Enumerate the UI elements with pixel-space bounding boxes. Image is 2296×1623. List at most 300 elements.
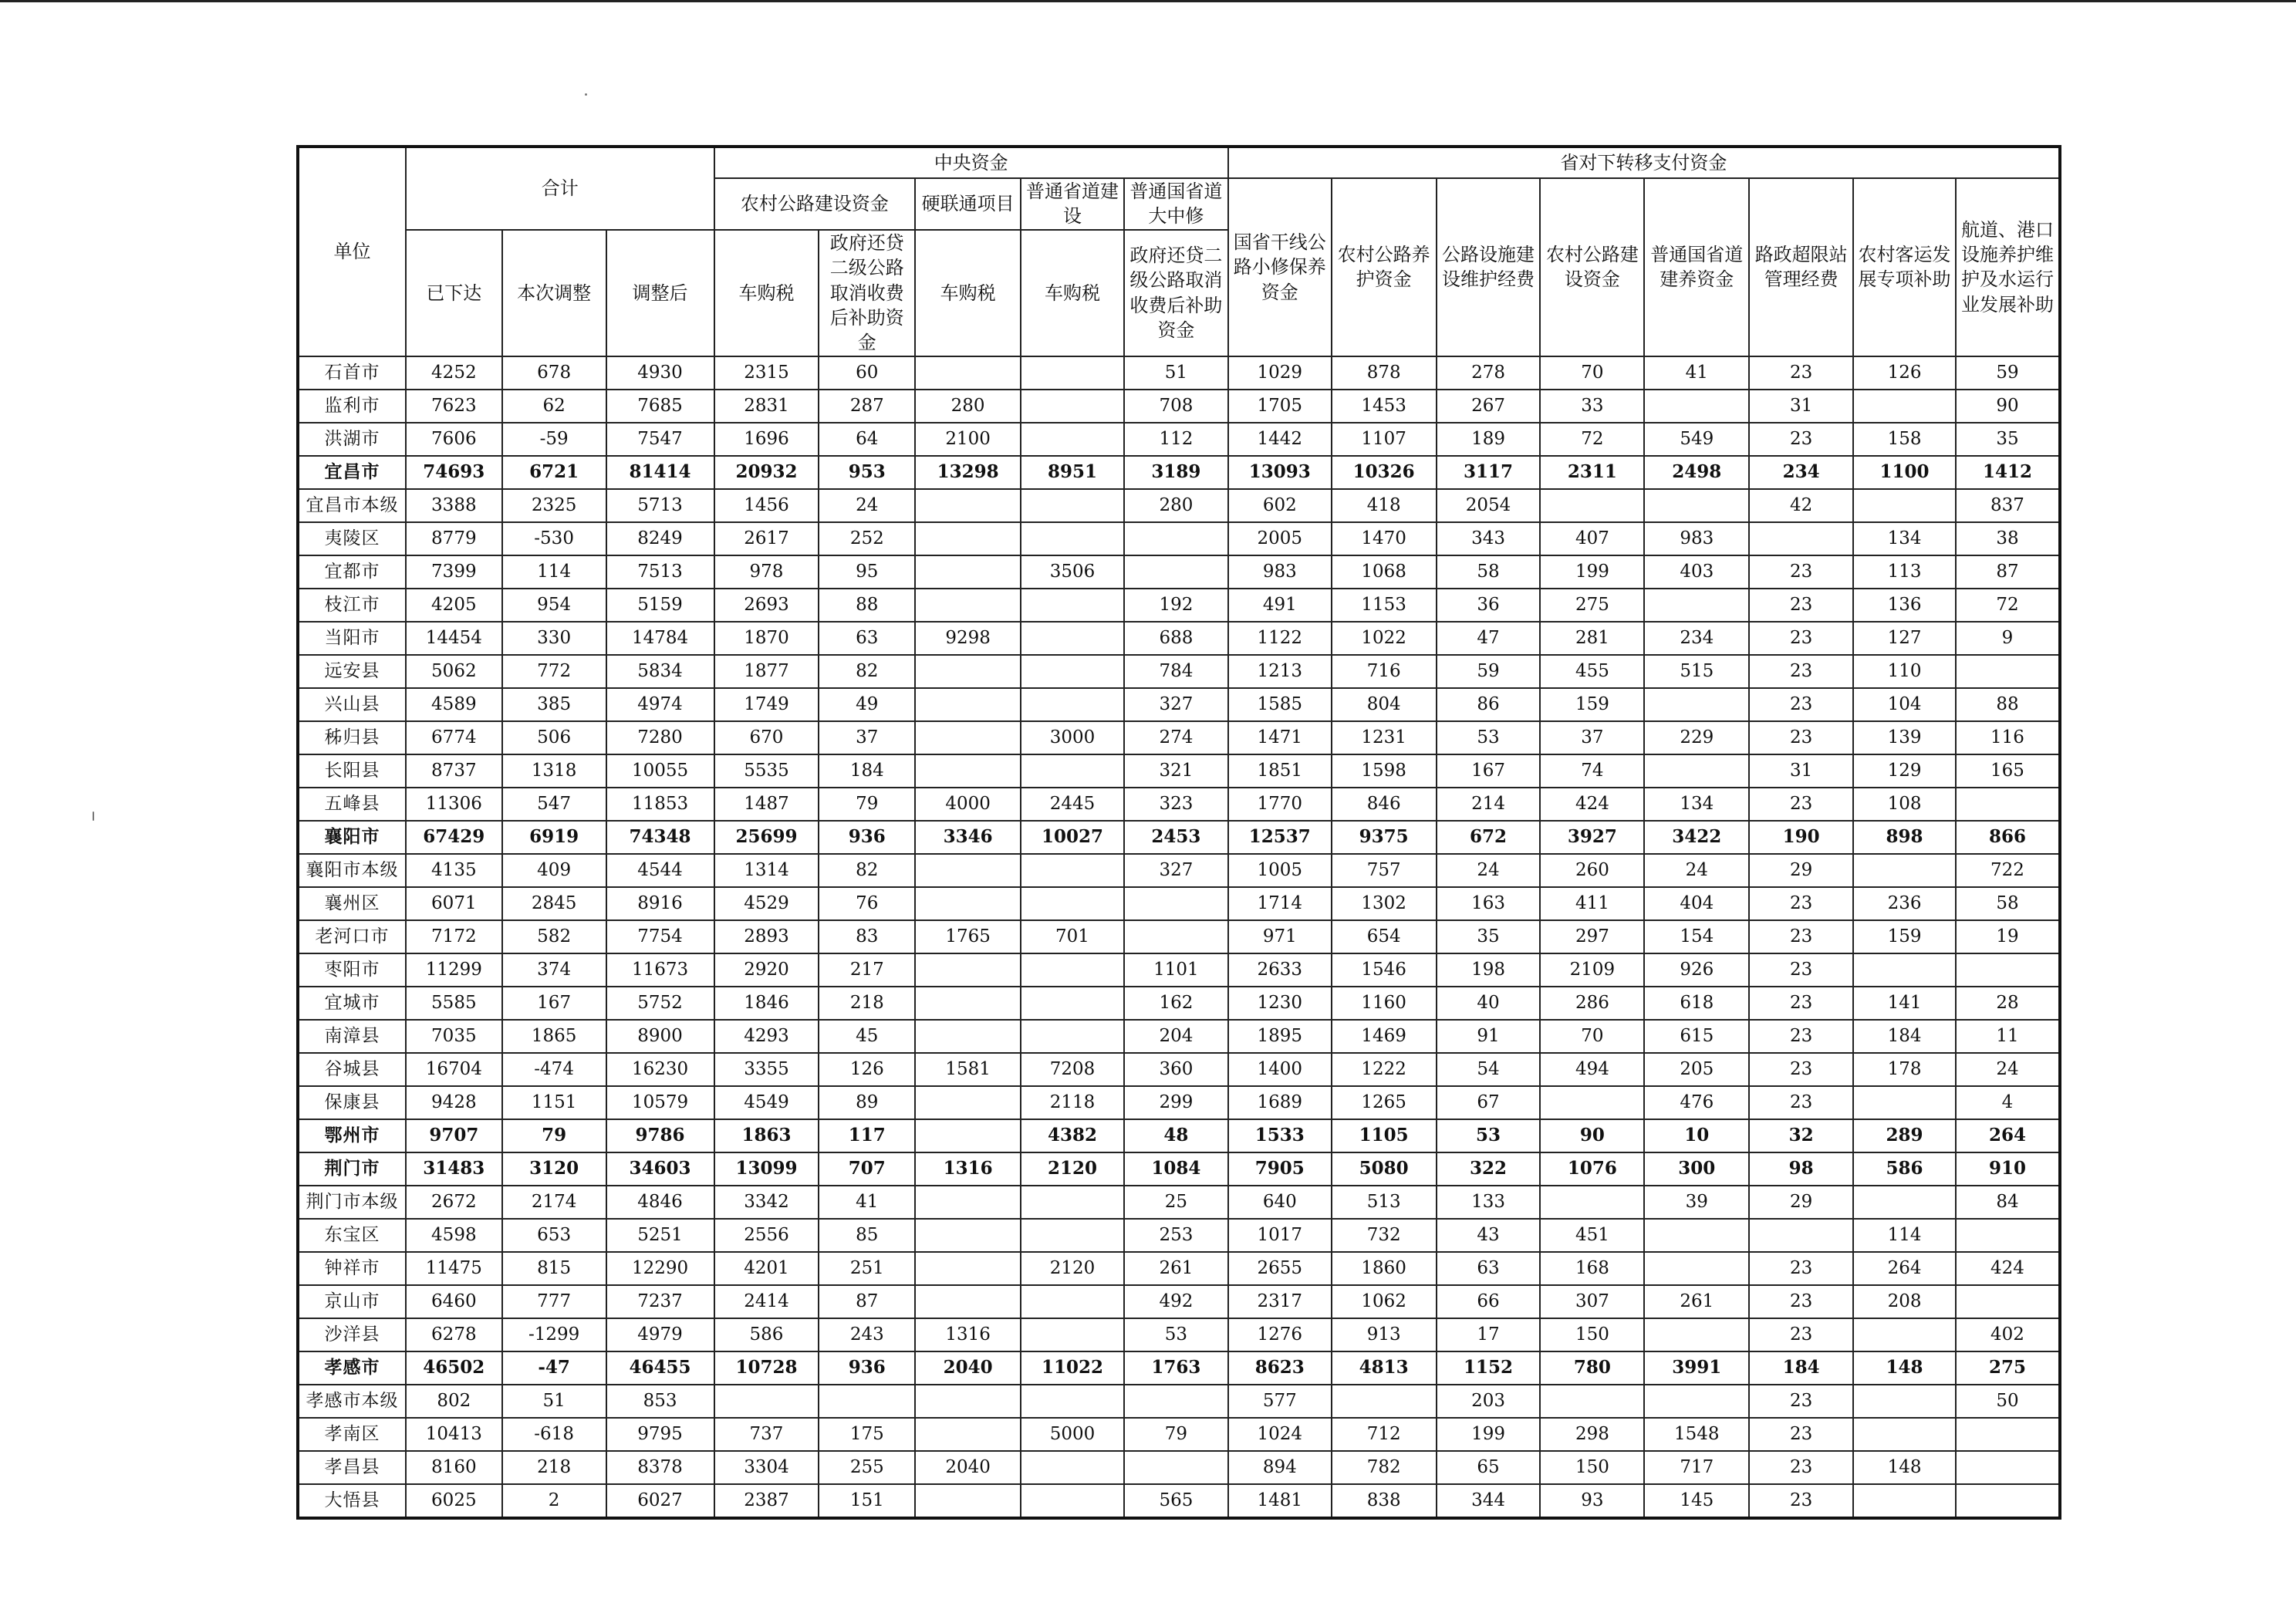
value-cell: 261 xyxy=(1124,1252,1228,1285)
value-cell: 953 xyxy=(819,456,915,489)
value-cell xyxy=(915,754,1021,788)
value-cell: 1598 xyxy=(1332,754,1437,788)
unit-cell: 远安县 xyxy=(298,655,406,688)
value-cell: 255 xyxy=(819,1451,915,1484)
value-cell: 23 xyxy=(1749,655,1853,688)
value-cell: 1152 xyxy=(1437,1351,1541,1385)
value-cell: 10326 xyxy=(1332,456,1437,489)
value-cell: 74693 xyxy=(406,456,502,489)
value-cell: 275 xyxy=(1956,1351,2060,1385)
value-cell: 688 xyxy=(1124,622,1228,655)
hard-link-header: 硬联通项目 xyxy=(915,178,1021,230)
value-cell: 1022 xyxy=(1332,622,1437,655)
value-cell: 3991 xyxy=(1644,1351,1749,1385)
value-cell: 251 xyxy=(819,1252,915,1285)
value-cell: 586 xyxy=(1853,1152,1956,1186)
value-cell: 2100 xyxy=(915,423,1021,456)
unit-cell: 洪湖市 xyxy=(298,423,406,456)
value-cell: -47 xyxy=(502,1351,606,1385)
value-cell: 407 xyxy=(1540,522,1644,555)
table-row xyxy=(298,522,2060,555)
value-cell xyxy=(1021,1484,1124,1518)
value-cell: 10027 xyxy=(1021,821,1124,854)
value-cell: 866 xyxy=(1956,821,2060,854)
value-cell: 1230 xyxy=(1228,987,1332,1020)
value-cell: 23 xyxy=(1749,788,1853,821)
value-cell: 1689 xyxy=(1228,1086,1332,1119)
value-cell: 32 xyxy=(1749,1119,1853,1152)
value-cell: 1222 xyxy=(1332,1053,1437,1086)
value-cell: 86 xyxy=(1437,688,1541,721)
value-cell: 36 xyxy=(1437,589,1541,622)
value-cell: 802 xyxy=(406,1385,502,1418)
value-cell: 34603 xyxy=(606,1152,714,1186)
value-cell: 2414 xyxy=(714,1285,819,1318)
header-row-groups xyxy=(298,147,2060,178)
value-cell: 10413 xyxy=(406,1418,502,1451)
value-cell: -1299 xyxy=(502,1318,606,1351)
value-cell xyxy=(1956,953,2060,987)
value-cell: 11673 xyxy=(606,953,714,987)
value-cell: 2 xyxy=(502,1484,606,1518)
value-cell: 653 xyxy=(502,1219,606,1252)
value-cell: 2054 xyxy=(1437,489,1541,522)
value-cell: 178 xyxy=(1853,1053,1956,1086)
value-cell: 16230 xyxy=(606,1053,714,1086)
value-cell xyxy=(1021,1219,1124,1252)
value-cell: 722 xyxy=(1956,854,2060,887)
value-cell: 3000 xyxy=(1021,721,1124,754)
value-cell: 1005 xyxy=(1228,854,1332,887)
value-cell: 23 xyxy=(1749,887,1853,920)
value-cell: 780 xyxy=(1540,1351,1644,1385)
value-cell: 129 xyxy=(1853,754,1956,788)
value-cell: 13298 xyxy=(915,456,1021,489)
value-cell xyxy=(1021,1285,1124,1318)
value-cell: 4979 xyxy=(606,1318,714,1351)
table-row xyxy=(298,887,2060,920)
value-cell: 2005 xyxy=(1228,522,1332,555)
unit-cell: 大悟县 xyxy=(298,1484,406,1518)
value-cell: 150 xyxy=(1540,1318,1644,1351)
value-cell xyxy=(915,688,1021,721)
value-cell: 67429 xyxy=(406,821,502,854)
road-facility-header: 公路设施建设维护经费 xyxy=(1437,178,1541,356)
value-cell xyxy=(1956,1484,2060,1518)
value-cell: 586 xyxy=(714,1318,819,1351)
value-cell xyxy=(1853,953,1956,987)
value-cell: 732 xyxy=(1332,1219,1437,1252)
value-cell: 70 xyxy=(1540,1020,1644,1053)
value-cell: 1749 xyxy=(714,688,819,721)
table-row xyxy=(298,1252,2060,1285)
value-cell xyxy=(1540,1385,1644,1418)
value-cell xyxy=(1021,356,1124,390)
value-cell: 23 xyxy=(1749,1053,1853,1086)
value-cell xyxy=(1644,390,1749,423)
table-body xyxy=(298,356,2060,1518)
table-row xyxy=(298,1053,2060,1086)
value-cell: 1024 xyxy=(1228,1418,1332,1451)
value-cell xyxy=(1956,1451,2060,1484)
value-cell xyxy=(915,356,1021,390)
value-cell xyxy=(1644,754,1749,788)
value-cell: 162 xyxy=(1124,987,1228,1020)
value-cell: -530 xyxy=(502,522,606,555)
value-cell: 1302 xyxy=(1332,887,1437,920)
value-cell: 1316 xyxy=(915,1152,1021,1186)
value-cell: 10728 xyxy=(714,1351,819,1385)
value-cell: 2655 xyxy=(1228,1252,1332,1285)
value-cell: 1316 xyxy=(915,1318,1021,1351)
value-cell: 280 xyxy=(915,390,1021,423)
value-cell: 40 xyxy=(1437,987,1541,1020)
value-cell: 708 xyxy=(1124,390,1228,423)
value-cell: 2118 xyxy=(1021,1086,1124,1119)
value-cell: 24 xyxy=(819,489,915,522)
value-cell: 4293 xyxy=(714,1020,819,1053)
value-cell: 1122 xyxy=(1228,622,1332,655)
value-cell: 330 xyxy=(502,622,606,655)
value-cell: 1865 xyxy=(502,1020,606,1053)
unit-cell: 保康县 xyxy=(298,1086,406,1119)
value-cell: 88 xyxy=(1956,688,2060,721)
value-cell: 424 xyxy=(1540,788,1644,821)
table-row xyxy=(298,655,2060,688)
value-cell: 48 xyxy=(1124,1119,1228,1152)
table-row xyxy=(298,489,2060,522)
value-cell: 11299 xyxy=(406,953,502,987)
value-cell: 264 xyxy=(1853,1252,1956,1285)
value-cell: 4205 xyxy=(406,589,502,622)
value-cell: 23 xyxy=(1749,721,1853,754)
value-cell: 11306 xyxy=(406,788,502,821)
table-row xyxy=(298,1385,2060,1418)
value-cell: 267 xyxy=(1437,390,1541,423)
value-cell: 8623 xyxy=(1228,1351,1332,1385)
vehicle-tax-header: 车购税 xyxy=(915,230,1021,356)
value-cell: 898 xyxy=(1853,821,1956,854)
value-cell: 1105 xyxy=(1332,1119,1437,1152)
value-cell: 24 xyxy=(1437,854,1541,887)
value-cell: 853 xyxy=(606,1385,714,1418)
table-row xyxy=(298,688,2060,721)
value-cell: 23 xyxy=(1749,1484,1853,1518)
value-cell xyxy=(915,1385,1021,1418)
value-cell: 218 xyxy=(502,1451,606,1484)
value-cell: 1453 xyxy=(1332,390,1437,423)
value-cell: 1863 xyxy=(714,1119,819,1152)
scan-top-border xyxy=(0,0,2296,2)
value-cell: 9707 xyxy=(406,1119,502,1152)
unit-cell: 当阳市 xyxy=(298,622,406,655)
value-cell: 549 xyxy=(1644,423,1749,456)
value-cell: 1851 xyxy=(1228,754,1332,788)
value-cell: 7399 xyxy=(406,555,502,589)
value-cell: 261 xyxy=(1644,1285,1749,1318)
value-cell: 43 xyxy=(1437,1219,1541,1252)
value-cell: 894 xyxy=(1228,1451,1332,1484)
value-cell: 60 xyxy=(819,356,915,390)
value-cell: 1062 xyxy=(1332,1285,1437,1318)
trunk-minor-repair-header: 国省干线公路小修保养资金 xyxy=(1228,178,1332,356)
value-cell: 79 xyxy=(819,788,915,821)
value-cell: 712 xyxy=(1332,1418,1437,1451)
value-cell xyxy=(1021,1451,1124,1484)
value-cell xyxy=(1021,1186,1124,1219)
value-cell xyxy=(1853,1484,1956,1518)
value-cell: 243 xyxy=(819,1318,915,1351)
value-cell: 1318 xyxy=(502,754,606,788)
value-cell xyxy=(915,987,1021,1020)
value-cell: 139 xyxy=(1853,721,1956,754)
value-cell: 8900 xyxy=(606,1020,714,1053)
value-cell: 41 xyxy=(819,1186,915,1219)
value-cell: 936 xyxy=(819,1351,915,1385)
value-cell: 772 xyxy=(502,655,606,688)
value-cell xyxy=(915,854,1021,887)
value-cell: 23 xyxy=(1749,423,1853,456)
value-cell: 145 xyxy=(1644,1484,1749,1518)
value-cell: 190 xyxy=(1749,821,1853,854)
value-cell: 954 xyxy=(502,589,606,622)
value-cell xyxy=(1021,688,1124,721)
value-cell: 2453 xyxy=(1124,821,1228,854)
value-cell: 360 xyxy=(1124,1053,1228,1086)
value-cell: 670 xyxy=(714,721,819,754)
value-cell: 50 xyxy=(1956,1385,2060,1418)
value-cell: 23 xyxy=(1749,589,1853,622)
value-cell: 2325 xyxy=(502,489,606,522)
value-cell: 300 xyxy=(1644,1152,1749,1186)
value-cell xyxy=(1853,489,1956,522)
value-cell: 7237 xyxy=(606,1285,714,1318)
value-cell: 1442 xyxy=(1228,423,1332,456)
total-group-header: 合计 xyxy=(406,147,714,230)
value-cell: 9795 xyxy=(606,1418,714,1451)
value-cell: 936 xyxy=(819,821,915,854)
value-cell: 2633 xyxy=(1228,953,1332,987)
table-row xyxy=(298,854,2060,887)
value-cell: 1846 xyxy=(714,987,819,1020)
value-cell: 1714 xyxy=(1228,887,1332,920)
value-cell: 14454 xyxy=(406,622,502,655)
value-cell xyxy=(915,1186,1021,1219)
value-cell: 1763 xyxy=(1124,1351,1228,1385)
value-cell: 1101 xyxy=(1124,953,1228,987)
value-cell xyxy=(915,1285,1021,1318)
unit-cell: 沙洋县 xyxy=(298,1318,406,1351)
value-cell xyxy=(1021,953,1124,987)
value-cell xyxy=(915,953,1021,987)
value-cell: 385 xyxy=(502,688,606,721)
table-row xyxy=(298,1186,2060,1219)
value-cell: 37 xyxy=(1540,721,1644,754)
value-cell: 46455 xyxy=(606,1351,714,1385)
table-row xyxy=(298,1152,2060,1186)
value-cell: 327 xyxy=(1124,854,1228,887)
unit-cell: 京山市 xyxy=(298,1285,406,1318)
value-cell: 141 xyxy=(1853,987,1956,1020)
value-cell: 2556 xyxy=(714,1219,819,1252)
value-cell: 51 xyxy=(502,1385,606,1418)
value-cell: 3346 xyxy=(915,821,1021,854)
value-cell: 24 xyxy=(1644,854,1749,887)
value-cell: 168 xyxy=(1540,1252,1644,1285)
rural-passenger-header: 农村客运发展专项补助 xyxy=(1853,178,1956,356)
value-cell: 1276 xyxy=(1228,1318,1332,1351)
value-cell xyxy=(1956,1285,2060,1318)
value-cell: 38 xyxy=(1956,522,2060,555)
value-cell: 5713 xyxy=(606,489,714,522)
value-cell: 93 xyxy=(1540,1484,1644,1518)
value-cell: 218 xyxy=(819,987,915,1020)
value-cell: 59 xyxy=(1437,655,1541,688)
value-cell: 23 xyxy=(1749,1418,1853,1451)
value-cell: 1471 xyxy=(1228,721,1332,754)
value-cell: 46502 xyxy=(406,1351,502,1385)
value-cell: 5585 xyxy=(406,987,502,1020)
value-cell: 151 xyxy=(819,1484,915,1518)
value-cell: 79 xyxy=(1124,1418,1228,1451)
value-cell: 1314 xyxy=(714,854,819,887)
value-cell xyxy=(1021,1020,1124,1053)
value-cell: 1548 xyxy=(1644,1418,1749,1451)
value-cell: 577 xyxy=(1228,1385,1332,1418)
value-cell: 85 xyxy=(819,1219,915,1252)
value-cell: 4549 xyxy=(714,1086,819,1119)
value-cell: 307 xyxy=(1540,1285,1644,1318)
value-cell: 9298 xyxy=(915,622,1021,655)
value-cell xyxy=(1644,1252,1749,1285)
value-cell: 148 xyxy=(1853,1451,1956,1484)
value-cell: 2672 xyxy=(406,1186,502,1219)
value-cell: 4135 xyxy=(406,854,502,887)
value-cell xyxy=(1644,589,1749,622)
value-cell: 878 xyxy=(1332,356,1437,390)
value-cell: 214 xyxy=(1437,788,1541,821)
value-cell: 136 xyxy=(1853,589,1956,622)
funding-table xyxy=(296,145,2061,1520)
value-cell: 640 xyxy=(1228,1186,1332,1219)
overload-station-header: 路政超限站管理经费 xyxy=(1749,178,1853,356)
rural-road-fund-header: 农村公路建设资金 xyxy=(714,178,916,230)
value-cell: 9428 xyxy=(406,1086,502,1119)
value-cell: 1533 xyxy=(1228,1119,1332,1152)
value-cell: 23 xyxy=(1749,1086,1853,1119)
value-cell: 4589 xyxy=(406,688,502,721)
value-cell xyxy=(915,1252,1021,1285)
value-cell: 737 xyxy=(714,1418,819,1451)
value-cell xyxy=(1956,655,2060,688)
value-cell: 23 xyxy=(1749,1285,1853,1318)
table-row xyxy=(298,390,2060,423)
value-cell: 39 xyxy=(1644,1186,1749,1219)
value-cell: 4529 xyxy=(714,887,819,920)
value-cell: 1068 xyxy=(1332,555,1437,589)
value-cell: 7547 xyxy=(606,423,714,456)
unit-cell: 孝昌县 xyxy=(298,1451,406,1484)
value-cell: 126 xyxy=(819,1053,915,1086)
value-cell: 1017 xyxy=(1228,1219,1332,1252)
value-cell: 84 xyxy=(1956,1186,2060,1219)
value-cell: 7685 xyxy=(606,390,714,423)
value-cell: 707 xyxy=(819,1152,915,1186)
value-cell: 23 xyxy=(1749,622,1853,655)
table-row xyxy=(298,1451,2060,1484)
value-cell: 777 xyxy=(502,1285,606,1318)
value-cell: 74348 xyxy=(606,821,714,854)
value-cell: 98 xyxy=(1749,1152,1853,1186)
value-cell: 3304 xyxy=(714,1451,819,1484)
value-cell: 31 xyxy=(1749,754,1853,788)
value-cell: 47 xyxy=(1437,622,1541,655)
value-cell: 199 xyxy=(1437,1418,1541,1451)
value-cell: 31483 xyxy=(406,1152,502,1186)
value-cell xyxy=(1956,1418,2060,1451)
value-cell: 2387 xyxy=(714,1484,819,1518)
value-cell: 74 xyxy=(1540,754,1644,788)
table-row xyxy=(298,1285,2060,1318)
value-cell: 70 xyxy=(1540,356,1644,390)
unit-cell: 孝感市 xyxy=(298,1351,406,1385)
value-cell: 1412 xyxy=(1956,456,2060,489)
value-cell: 45 xyxy=(819,1020,915,1053)
value-cell: 1860 xyxy=(1332,1252,1437,1285)
unit-cell: 监利市 xyxy=(298,390,406,423)
unit-cell: 长阳县 xyxy=(298,754,406,788)
value-cell: 3355 xyxy=(714,1053,819,1086)
value-cell: 104 xyxy=(1853,688,1956,721)
value-cell: 7905 xyxy=(1228,1152,1332,1186)
rural-road-maintenance-header: 农村公路养护资金 xyxy=(1332,178,1437,356)
value-cell: 274 xyxy=(1124,721,1228,754)
province-group-header: 省对下转移支付资金 xyxy=(1228,147,2060,178)
value-cell: 234 xyxy=(1644,622,1749,655)
value-cell: 5752 xyxy=(606,987,714,1020)
value-cell: 59 xyxy=(1956,356,2060,390)
value-cell: 491 xyxy=(1228,589,1332,622)
value-cell: 9786 xyxy=(606,1119,714,1152)
gov-repay-header: 政府还贷二级公路取消收费后补助资金 xyxy=(1124,230,1228,356)
unit-cell: 枝江市 xyxy=(298,589,406,622)
value-cell: 5080 xyxy=(1332,1152,1437,1186)
value-cell: 4201 xyxy=(714,1252,819,1285)
value-cell: 23 xyxy=(1749,1385,1853,1418)
unit-cell: 荆门市本级 xyxy=(298,1186,406,1219)
value-cell xyxy=(819,1385,915,1418)
value-cell: 90 xyxy=(1540,1119,1644,1152)
value-cell: 298 xyxy=(1540,1418,1644,1451)
value-cell: 2920 xyxy=(714,953,819,987)
value-cell: 2893 xyxy=(714,920,819,953)
value-cell xyxy=(1853,1186,1956,1219)
value-cell: 23 xyxy=(1749,1318,1853,1351)
value-cell xyxy=(915,1119,1021,1152)
value-cell: 1151 xyxy=(502,1086,606,1119)
value-cell: -59 xyxy=(502,423,606,456)
value-cell: 275 xyxy=(1540,589,1644,622)
value-cell: 83 xyxy=(819,920,915,953)
value-cell: 506 xyxy=(502,721,606,754)
value-cell: 8249 xyxy=(606,522,714,555)
value-cell: 25 xyxy=(1124,1186,1228,1219)
value-cell: 838 xyxy=(1332,1484,1437,1518)
value-cell: 11 xyxy=(1956,1020,2060,1053)
unit-cell: 钟祥市 xyxy=(298,1252,406,1285)
unit-cell: 宜昌市 xyxy=(298,456,406,489)
gov-repay-header: 政府还贷二级公路取消收费后补助资金 xyxy=(819,230,915,356)
